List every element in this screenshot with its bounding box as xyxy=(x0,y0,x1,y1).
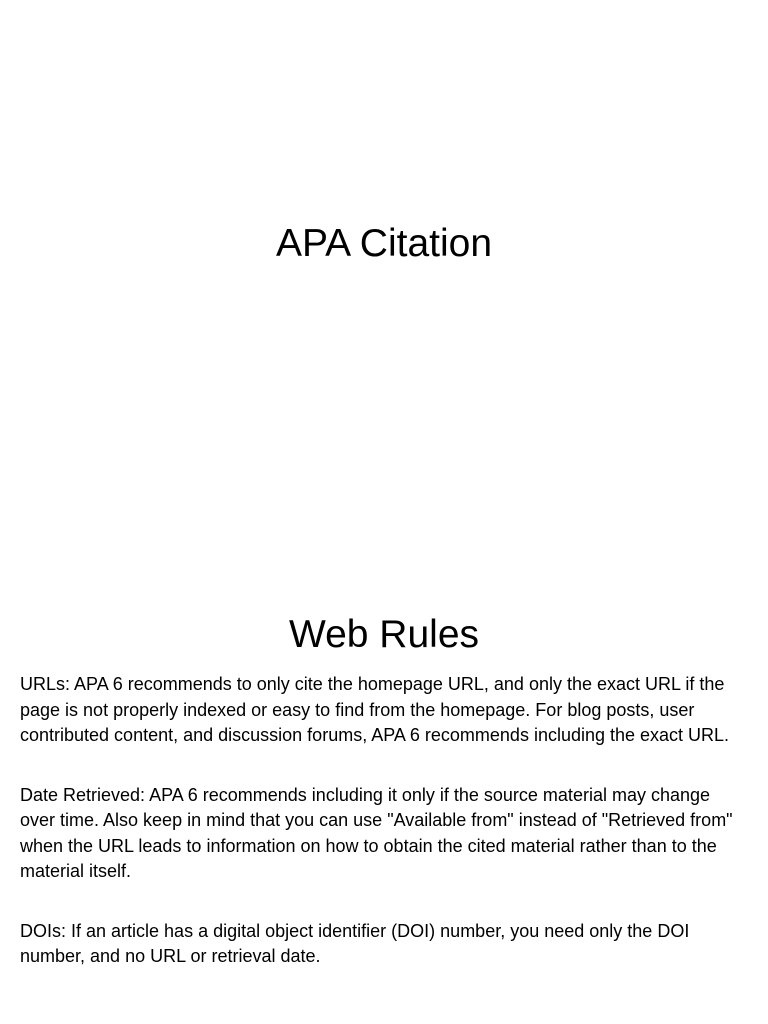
paragraph-date-retrieved: Date Retrieved: APA 6 recommends including it only if the source material may change over time. Also keep in mind that you can use "Available from" instead of "Retrieved from" when the URL leads to information on how to obtain the cited material rather than to the material itself. xyxy=(20,784,733,881)
page-title: APA Citation xyxy=(275,222,493,265)
section-heading: Web Rules xyxy=(288,613,480,656)
paragraph-dois: DOIs: If an article has a digital object identifier (DOI) number, you need only the DOI number, and no URL or retrieval date. xyxy=(20,920,690,966)
section-body xyxy=(20,672,750,1004)
paragraph-urls: URLs: APA 6 recommends to only cite the homepage URL, and only the exact URL if the page is not properly indexed or easy to find from the homepage. For blog posts, user contributed content, and discussion forums, APA 6 recommends including the exact URL. xyxy=(20,674,730,745)
